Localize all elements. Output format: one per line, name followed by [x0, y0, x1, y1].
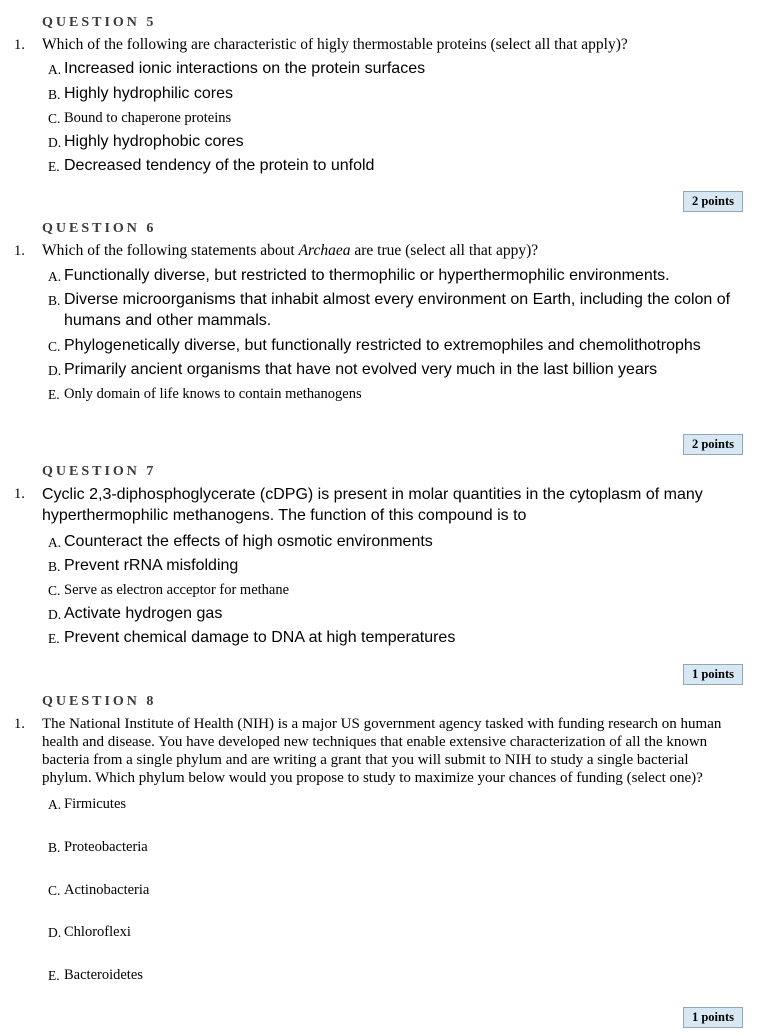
option-letter: C.	[48, 338, 61, 354]
points-badge: 1 points	[683, 1007, 743, 1028]
option-letter: D.	[48, 607, 62, 623]
question-block-8	[0, 691, 766, 1028]
option-text: Functionally diverse, but restricted to thermophilic or hyperthermophilic environments.	[64, 266, 670, 284]
option-text: Prevent chemical damage to DNA at high temperatures	[64, 629, 456, 647]
question-header: QUESTION 6	[42, 221, 157, 237]
option-letter: E.	[48, 968, 60, 984]
option-text: Decreased tendency of the protein to unfold	[64, 156, 375, 174]
option-letter: D.	[48, 925, 62, 941]
option-text: Phylogenetically diverse, but functionally restricted to extremophiles and chemolithotrophs	[64, 336, 701, 354]
option-text: Firmicutes	[64, 795, 127, 812]
option-text: Highly hydrophobic cores	[64, 132, 244, 150]
option-text: Proteobacteria	[64, 838, 148, 855]
option-text: Bacteroidetes	[64, 967, 143, 984]
question-body	[0, 715, 766, 787]
options-list	[48, 58, 740, 176]
option-letter: A.	[48, 62, 62, 78]
question-block-6	[0, 218, 766, 455]
option-row	[48, 921, 740, 942]
points-row	[0, 664, 766, 685]
question-number: 1.	[14, 243, 25, 260]
option-text: Counteract the effects of high osmotic environments	[64, 532, 433, 550]
options-list	[48, 793, 740, 985]
question-body	[0, 36, 766, 54]
option-text: Bound to chaperone proteins	[64, 109, 232, 126]
option-letter: A.	[48, 796, 62, 812]
points-badge: 2 points	[683, 434, 743, 455]
question-text: Cyclic 2,3-diphosphoglycerate (cDPG) is present in molar quantities in the cytoplasm of many hyperthermophilic methanogens. The function of this compound is to	[42, 486, 703, 524]
options-list	[48, 531, 740, 649]
option-letter: E.	[48, 387, 60, 403]
option-letter: B.	[48, 559, 61, 574]
option-row	[48, 555, 740, 576]
question-text: Which of the following are characteristic of higly thermostable proteins (select all that apply)?	[42, 36, 628, 53]
question-header: QUESTION 5	[42, 15, 157, 30]
option-letter: A.	[48, 268, 62, 284]
option-row	[48, 265, 740, 286]
option-text: Primarily ancient organisms that have not evolved very much in the last billion years	[64, 360, 658, 378]
option-text: Serve as electron acceptor for methane	[64, 582, 290, 599]
option-letter: E.	[48, 631, 60, 647]
question-body	[0, 485, 766, 527]
question-text	[42, 242, 766, 260]
option-letter: C.	[48, 882, 61, 898]
option-text: Chloroflexi	[64, 924, 131, 941]
option-row	[48, 627, 740, 648]
option-text: Activate hydrogen gas	[64, 605, 223, 623]
question-text-italic: Archaea	[298, 242, 351, 260]
option-letter: B.	[48, 839, 61, 855]
option-row	[48, 793, 740, 814]
option-row	[48, 579, 740, 600]
question-text: The National Institute of Health (NIH) is a major US government agency tasked with funding research on human health and disease. You have developed new techniques that enable extensive characterization of all the known bacteria from a single phylum and are writing a grant that you will submit to NIH to study a single bacterial phylum. Which phylum below would you propose to study to maximize your chances of funding (select one)?	[42, 715, 722, 786]
option-row	[48, 836, 740, 857]
option-letter: A.	[48, 534, 62, 550]
option-row	[48, 131, 740, 152]
question-number: 1.	[14, 486, 25, 503]
option-letter: E.	[48, 158, 60, 174]
option-row	[48, 603, 740, 624]
option-row	[48, 58, 740, 79]
option-letter: C.	[48, 583, 61, 599]
option-row	[48, 531, 740, 552]
options-list	[48, 265, 740, 404]
option-row	[48, 107, 740, 128]
option-text: Prevent rRNA misfolding	[64, 557, 239, 574]
option-row	[48, 879, 740, 900]
points-badge: 1 points	[683, 664, 743, 685]
question-block-5	[0, 12, 766, 212]
option-text: Diverse microorganisms that inhabit almost every environment on Earth, including the colon of humans and other mammals.	[64, 290, 731, 330]
option-letter: C.	[48, 110, 61, 126]
question-block-7	[0, 461, 766, 685]
option-letter: D.	[48, 362, 62, 378]
option-row	[48, 155, 740, 176]
option-text: Increased ionic interactions on the protein surfaces	[64, 60, 426, 78]
question-header: QUESTION 8	[42, 693, 157, 709]
question-text-part: are true (select all that appy)?	[350, 242, 539, 260]
option-letter: B.	[48, 86, 61, 102]
option-letter: D.	[48, 134, 62, 150]
option-text: Actinobacteria	[64, 881, 150, 898]
points-badge: 2 points	[683, 191, 743, 212]
option-row	[48, 359, 740, 380]
question-text-part: Which of the following statements about	[42, 242, 299, 260]
question-number: 1.	[14, 37, 25, 53]
points-row	[0, 434, 766, 455]
points-row	[0, 1007, 766, 1028]
question-body	[0, 242, 766, 260]
option-row	[48, 83, 740, 104]
option-row	[48, 383, 740, 404]
points-row	[0, 191, 766, 212]
option-row	[48, 289, 740, 332]
question-header: QUESTION 7	[42, 464, 157, 480]
option-text: Highly hydrophilic cores	[64, 84, 233, 102]
option-row	[48, 335, 740, 356]
option-letter: B.	[48, 292, 61, 308]
question-number: 1.	[14, 715, 25, 732]
option-text: Only domain of life knows to contain methanogens	[64, 386, 362, 403]
